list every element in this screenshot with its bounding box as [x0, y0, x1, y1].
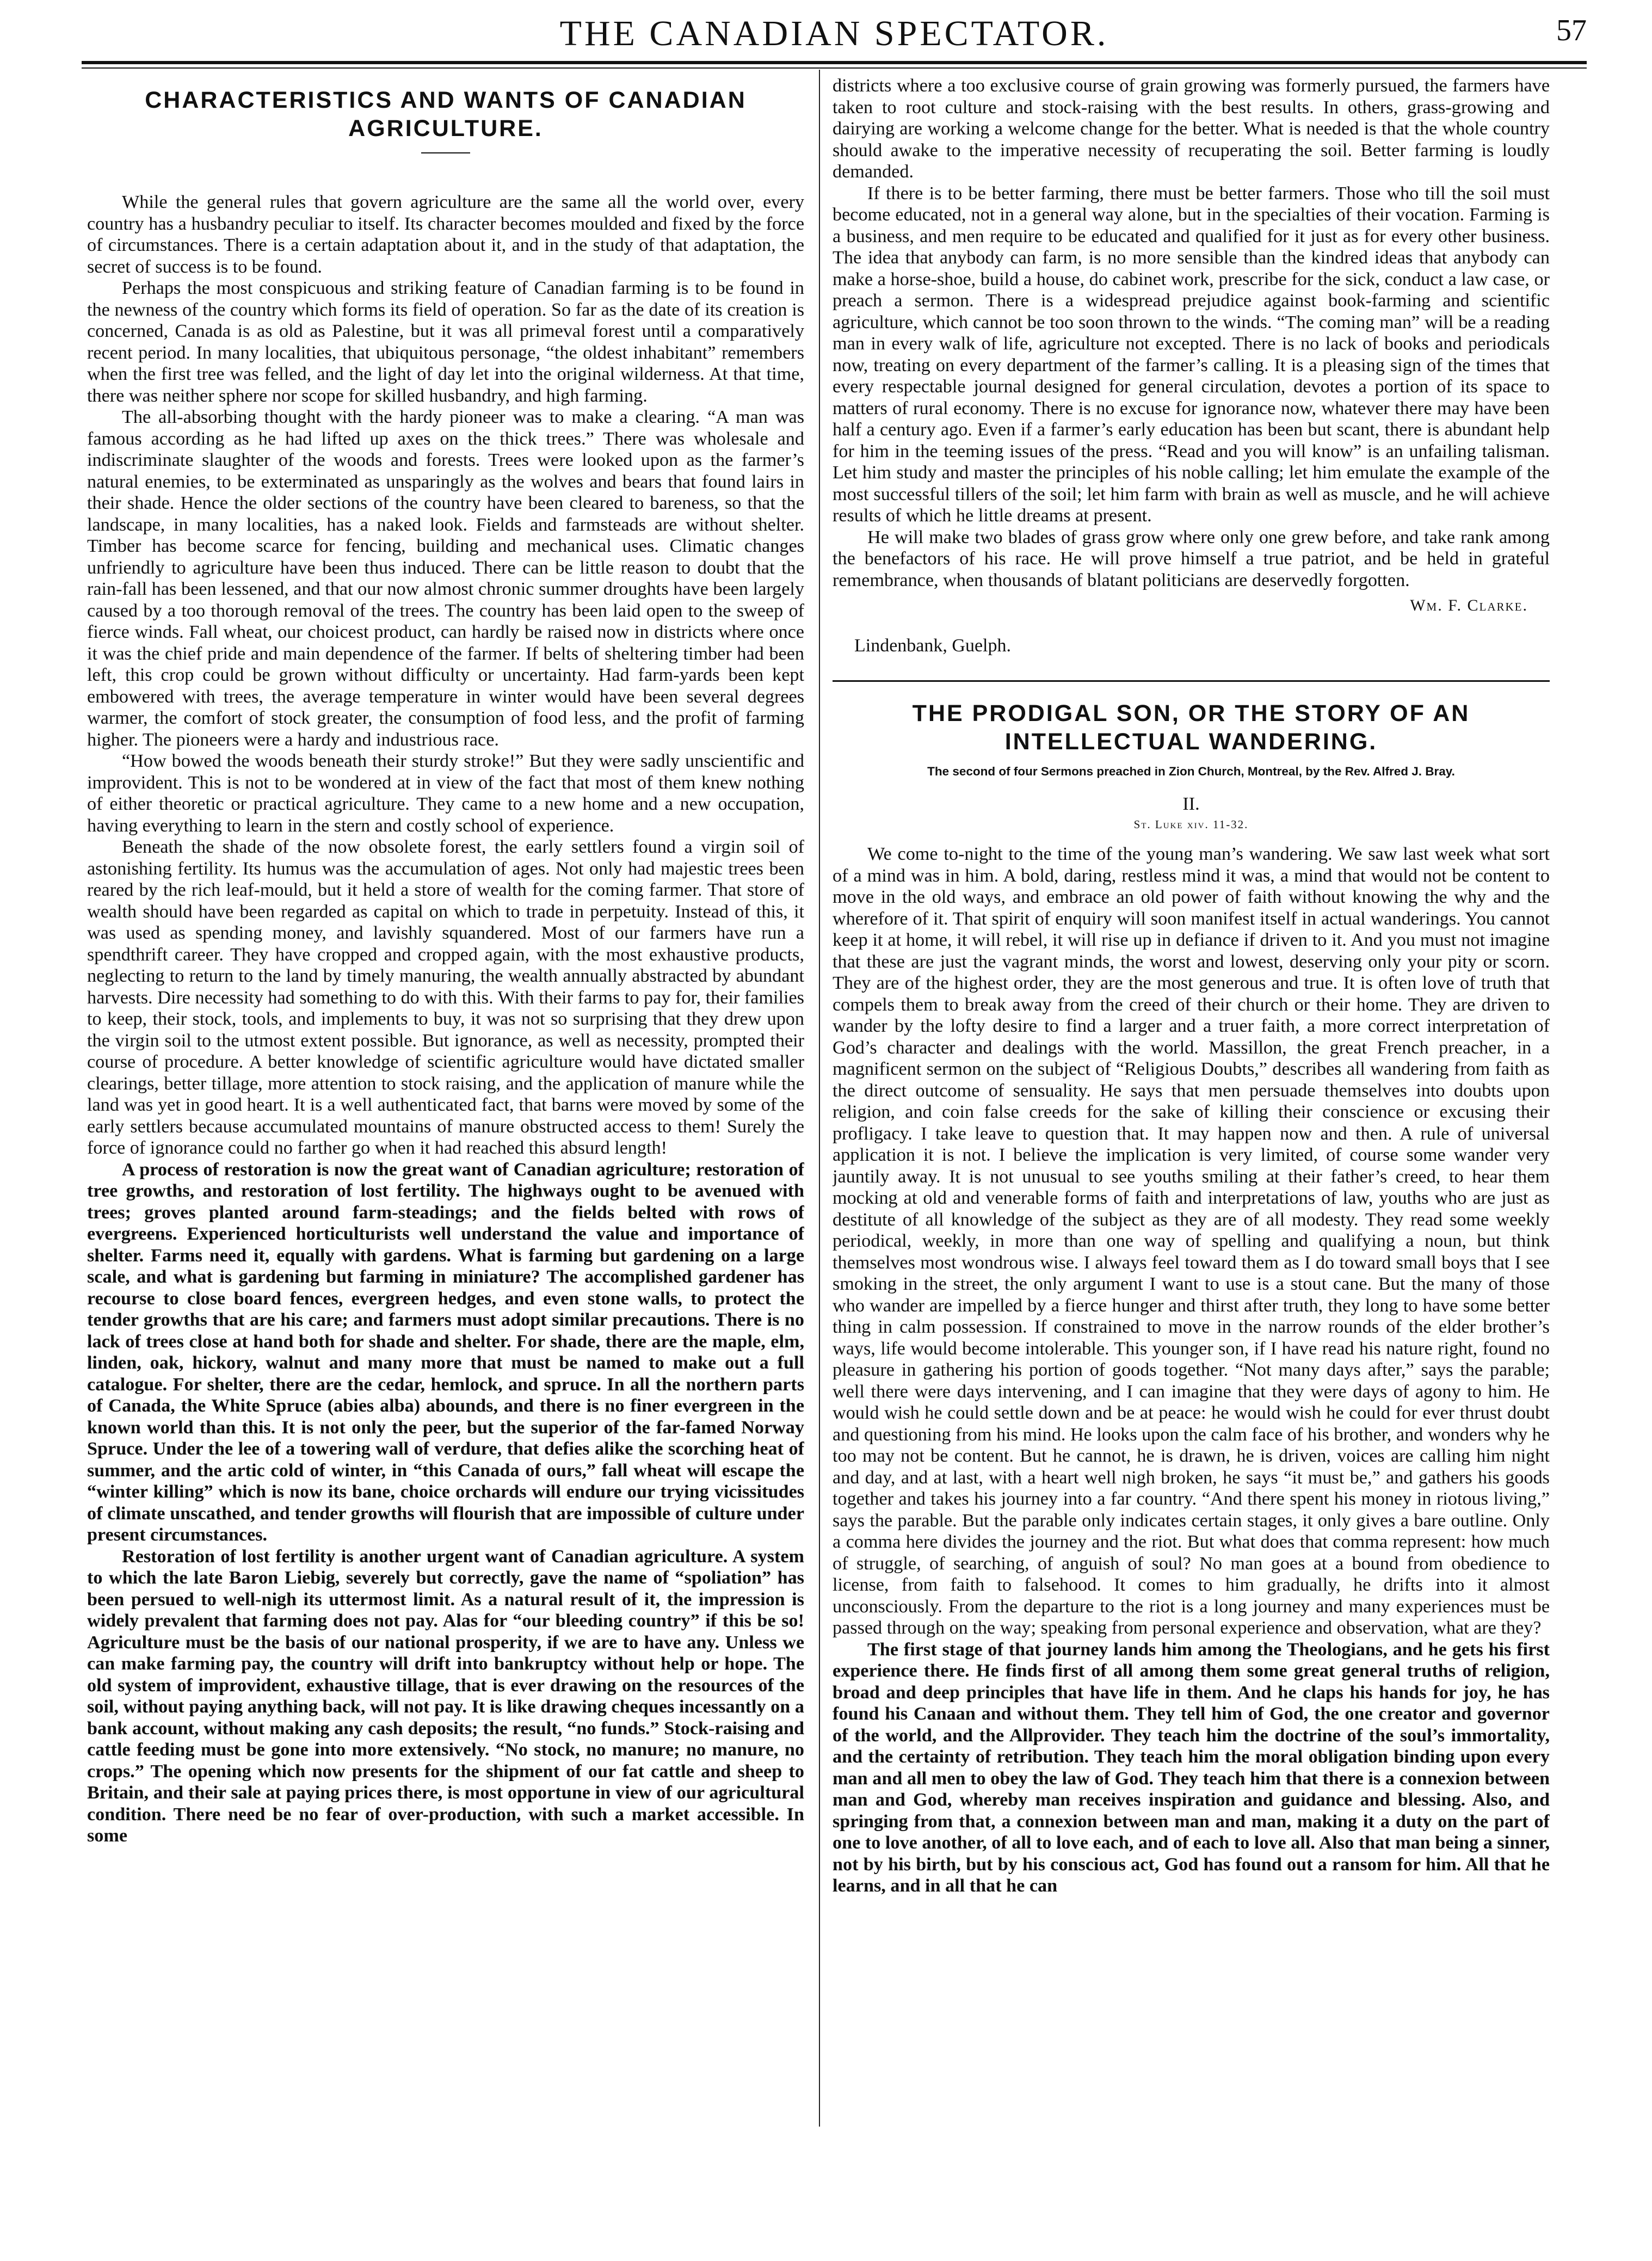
paragraph: “How bowed the woods beneath their sturdy stroke!” But they were sadly unscientific and improvident. This is not to be wondered at in view of the fact that most of them knew nothing of either theoretic or practical agriculture. They came to a new home and a new occupation, having everything to learn in the stern and costly school of experience.: [87, 751, 804, 836]
author-signature: Wm. F. Clarke.: [1410, 596, 1528, 614]
paragraph-continued: districts where a too exclusive course of grain growing was formerly pursued, the farmers have taken to root culture and stock-raising with the best results. In others, grass-growing and dairying are working a welcome change for the better. What is needed is that the whole country should awake to the imperative necessity of recuperating the soil. Better farming is loudly demanded.: [833, 76, 1550, 182]
paragraph: We come to-night to the time of the young man’s wandering. We saw last week what sort of a mind was in him. A bold, daring, restless mind it was, a mind that would not be content to move in the old ways, and embrace an old power of faith without knowing the why and the wherefore of it. That spirit of enquiry will soon manifest itself in actual wanderings. You cannot keep it at home, it will rebel, it will rise up in defiance if driven to it. And you must not imagine that these are just the vagrant minds, the worst and lowest, deserving only your pity or scorn. They are of the highest order, they are the most generous and true. It is often love of truth that compels them to break away from the creed of their church or their home. They are driven to wander by the lofty desire to find a larger and a truer faith, a more correct interpretation of God’s character and dealings with the world. Massillon, the great French preacher, in a magnificent sermon on the subject of “Religious Doubts,” describes all wandering from faith as the direct outcome of sensuality. He says that men persuade themselves into doubts upon religion, and coin false creeds for the sake of killing their conscience or excusing their profligacy. I take leave to question that. It may happen now and then. A rule of universal application it is not. I believe the implication is very limited, of course some wander very jauntily away. It is not unusual to see youths smiling at their father’s creed, to hear them mocking at old and venerable forms of faith and interpretations of law, youths who are just as destitute of all knowledge of the subject as they are of all modesty. They read some weekly periodical, weekly, in more than one way of spelling and qualifying a noun, but think themselves most wondrous wise. I always feel toward them as I do toward small boys that I see smoking in the street, the only argument I want to use is a stout cane. But the many of those who wander are impelled by a fierce hunger and thirst after truth, they long to have some better thing in calm possession. If constrained to move in the narrow rounds of the elder brother’s ways, life would become intolerable. This younger son, if I have read his nature right, found no pleasure in gathering his portion of goods together. “Not many days after,” says the parable; well there were days intervening, and I can imagine that they were days of agony to him. He would wish he could settle down and be at peace: he would wish he could for ever thrust doubt and questioning from his mind. He looks upon the calm face of his brother, and wonders why he too may not be content. But he cannot, he is drawn, he is driven, voices are calling him night and day, and at last, with a heart well nigh broken, he says “it must be,” and gathers his goods together and takes his journey into a far country. “And there spent his money in riotous living,” says the parable. But the parable only indicates certain stages, it only gives a bare outline. Only a comma here divides the journey and the riot. But what does that comma represent: how much of struggle, of searching, of anguish of soul? No man goes at a bound from obedience to license, from faith to falsehood. It comes to him gradually, he drifts into it almost unconsciously. From the departure to the riot is a long journey and many experiences must be passed through on the way; speaking from personal experience and observation, what are they?: [833, 844, 1550, 1638]
paragraph: While the general rules that govern agriculture are the same all the world over, every country has a husbandry peculiar to itself. Its character becomes moulded and fixed by the force of circumstances. There is a certain adaptation about it, and in the study of that adaptation, the secret of success is to be found.: [87, 192, 804, 277]
paragraph: If there is to be better farming, there must be better farmers. Those who till the soil must become educated, not in a general way alone, but in the specialties of their vocation. Farming is a business, and men require to be educated and qualified for it just as for every other business. The idea that anybody can farm, is no more sensible than the kindred ideas that anybody can make a horse-shoe, build a house, do cabinet work, prescribe for the sick, conduct a law case, or preach a sermon. There is a widespread prejudice against book-farming and scientific agriculture, which cannot be too soon thrown to the winds. “The coming man” will be a reading man in every walk of life, agriculture not excepted. There is no lack of books and periodicals now, treating on every department of the farmer’s calling. It is a pleasing sign of the times that every respectable journal designed for general circulation, devotes a portion of its space to matters of rural economy. There is no excuse for ignorance now, whatever there may have been half a century ago. Even if a farmer’s early education has been but scant, there is abundant help for him in the teeming issues of the press. “Read and you will know” is an unfailing talisman. Let him study and master the principles of his noble calling; let him emulate the example of the most successful tillers of the soil; let him farm with brain as well as muscle, and he will achieve results of which he little dreams at present.: [833, 183, 1550, 526]
masthead: THE CANADIAN SPECTATOR.: [559, 14, 1109, 53]
section-number: II.: [1182, 794, 1200, 814]
paragraph: Beneath the shade of the now obsolete forest, the early settlers found a virgin soil of astonishing fertility. Its humus was the accumulation of ages. Not only had majestic trees been reared by the rich leaf-mould, but it held a store of wealth for the coming farmer. That store of wealth should have been regarded as capital on which to trade in perpetuity. Instead of this, it was used as spending money, and lavishly squandered. Most of our farmers have run a spendthrift career. They have cropped and cropped again, with the most exhaustive products, neglecting to return to the land by timely manuring, the wealth annually abstracted by abundant harvests. Dire necessity had something to do with this. With their farms to pay for, their families to keep, their stock, tools, and implements to buy, it was not so surprising that they drew upon the virgin soil to the utmost extent possible. But ignorance, as well as necessity, prompted their course of procedure. A better knowledge of scientific agriculture would have dictated smaller clearings, better tillage, more attention to stock raising, and the application of manure while the land was yet in good heart. It is a well authenticated fact, that barns were moved by some of the early settlers because accumulated mountains of manure obstructed access to them! Surely the force of ignorance could no farther go when it had reached this absurd length!: [87, 837, 804, 1158]
left-column: [87, 75, 804, 2132]
author-place: Lindenbank, Guelph.: [854, 636, 1011, 656]
article-title-agriculture: CHARACTERISTICS AND WANTS OF CANADIAN AGRICULTURE.: [145, 87, 747, 141]
running-head: [82, 10, 1587, 64]
scripture-reference: St. Luke xiv. 11-32.: [1133, 818, 1249, 831]
header-rule-thin: [82, 67, 1587, 69]
paragraph: Perhaps the most conspicuous and striking feature of Canadian farming is to be found in the newness of the country which forms its field of operation. So far as the date of its creation is concerned, Canada is as old as Palestine, but it was all primeval forest until a comparatively recent period. In many localities, that ubiquitous personage, “the oldest inhabitant” remembers when the first tree was felled, and the light of day let into the original wilderness. At that time, there was neither sphere nor scope for skilled husbandry, and high farming.: [87, 278, 804, 406]
sermon-subtitle: The second of four Sermons preached in Zion Church, Montreal, by the Rev. Alfred J. Bray.: [927, 765, 1455, 778]
paragraph: A process of restoration is now the great want of Canadian agriculture; restoration of tree growths, and restoration of lost fertility. The highways ought to be avenued with trees; groves planted around farm-steadings; and the fields belted with rows of evergreens. Experienced horticulturists well understand the value and importance of shelter. Farms need it, equally with gardens. What is farming but gardening on a large scale, and what is gardening but farming in miniature? The accomplished gardener has recourse to close board fences, evergreen hedges, and even stone walls, to protect the tender growths that are his care; and farmers must adopt similar precautions. There is no lack of trees close at hand both for shade and shelter. For shade, there are the maple, elm, linden, oak, hickory, walnut and many more that must be named to make out a full catalogue. For shelter, there are the cedar, hemlock, and spruce. In all the northern parts of Canada, the White Spruce (abies alba) abounds, and there is no finer evergreen in the known world than this. It is not only the peer, but the superior of the far-famed Norway Spruce. Under the lee of a towering wall of verdure, that defies alike the scorching heat of summer, and the artic cold of winter, in “this Canada of ours,” fall wheat will escape the “winter killing” which is now its bane, choice orchards will endure our trying vicissitudes of climate unscathed, and tender growths will flourish that are impossible of culture under present circumstances.: [87, 1159, 804, 1545]
header-rule: [82, 61, 1587, 64]
paragraph: The all-absorbing thought with the hardy pioneer was to make a clearing. “A man was famous according as he had lifted up axes on the thick trees.” There was wholesale and indiscriminate slaughter of the woods and forests. Trees were looked upon as the farmer’s natural enemies, to be exterminated as unsparingly as the wolves and bears that found lairs in their shade. Hence the older sections of the country have been cleared to bareness, so that the landscape, in many localities, has a naked look. Fields and farmsteads are without shelter. Timber has become scarce for fencing, building and mechanical uses. Climatic changes unfriendly to agriculture have been thus induced. There can be little reason to doubt that the rain-fall has been lessened, and that our now almost chronic summer droughts have been largely caused by a too thorough removal of the trees. The country has been laid open to the sweep of fierce winds. Fall wheat, our choicest product, can hardly be raised now in districts where once it was the chief pride and main dependence of the farmer. If belts of sheltering timber had been left, this crop could be grown without difficulty or uncertainty. Had farm-yards been kept embowered with trees, the average temperature in winter would have been several degrees warmer, the comfort of stock greater, the consumption of food less, and the profit of farming higher. The pioneers were a hardy and industrious race.: [87, 407, 804, 750]
paragraph: The first stage of that journey lands him among the Theologians, and he gets his first experience there. He finds first of all among them some great general truths of religion, broad and deep principles that have life in them. And he claps his hands for joy, he has found his Canaan and without them. They tell him of God, the one creator and governor of the world, and the Allprovider. They teach him the doctrine of the soul’s immortality, and the certainty of retribution. They teach him the moral obligation binding upon every man and all men to obey the law of God. They teach him that there is a connexion between man and God, whereby man receives inspiration and guidance and blessing. Also, and springing from that, a connexion between man and man, making it a duty on the part of one to love another, of all to love each, and of each to love all. Also that man being a sinner, not by his birth, but by his conscious act, God has found out a ransom for him. All that he learns, and in all that he can: [833, 1639, 1550, 1896]
article-title-prodigal-son: THE PRODIGAL SON, OR THE STORY OF AN INTELLECTUAL WANDERING.: [912, 700, 1470, 755]
page-number: 57: [1556, 14, 1587, 47]
article-separator: [833, 680, 1550, 682]
title-rule: [421, 152, 470, 153]
right-column: [833, 75, 1550, 2132]
paragraph: Restoration of lost fertility is another urgent want of Canadian agriculture. A system to which the late Baron Liebig, severely but correctly, gave the name of “spoliation” has been persued to well-nigh its uttermost limit. As a natural result of it, the impression is widely prevalent that farming does not pay. Alas for “our bleeding country” if this be so! Agriculture must be the basis of our national prosperity, if we are to have any. Unless we can make farming pay, the country will drift into bankruptcy without help or hope. The old system of improvident, exhaustive tillage, that is ever drawing on the resources of the soil, without paying anything back, will not pay. It is like drawing cheques incessantly on a bank account, without making any cash deposits; the result, “no funds.” Stock-raising and cattle feeding must be gone into more extensively. “No stock, no manure; no manure, no crops.” The opening which now presents for the shipment of our fat cattle and sheep to Britain, and their sale at paying prices there, is most opportune in view of our agricultural condition. There need be no fear of over-production, with such a market accessible. In some: [87, 1546, 804, 1846]
paragraph: He will make two blades of grass grow where only one grew before, and take rank among the benefactors of his race. He will prove himself a true patriot, and be held in grateful remembrance, when thousands of blatant politicians are deservedly forgotten.: [833, 527, 1550, 590]
column-divider: [819, 70, 820, 2127]
